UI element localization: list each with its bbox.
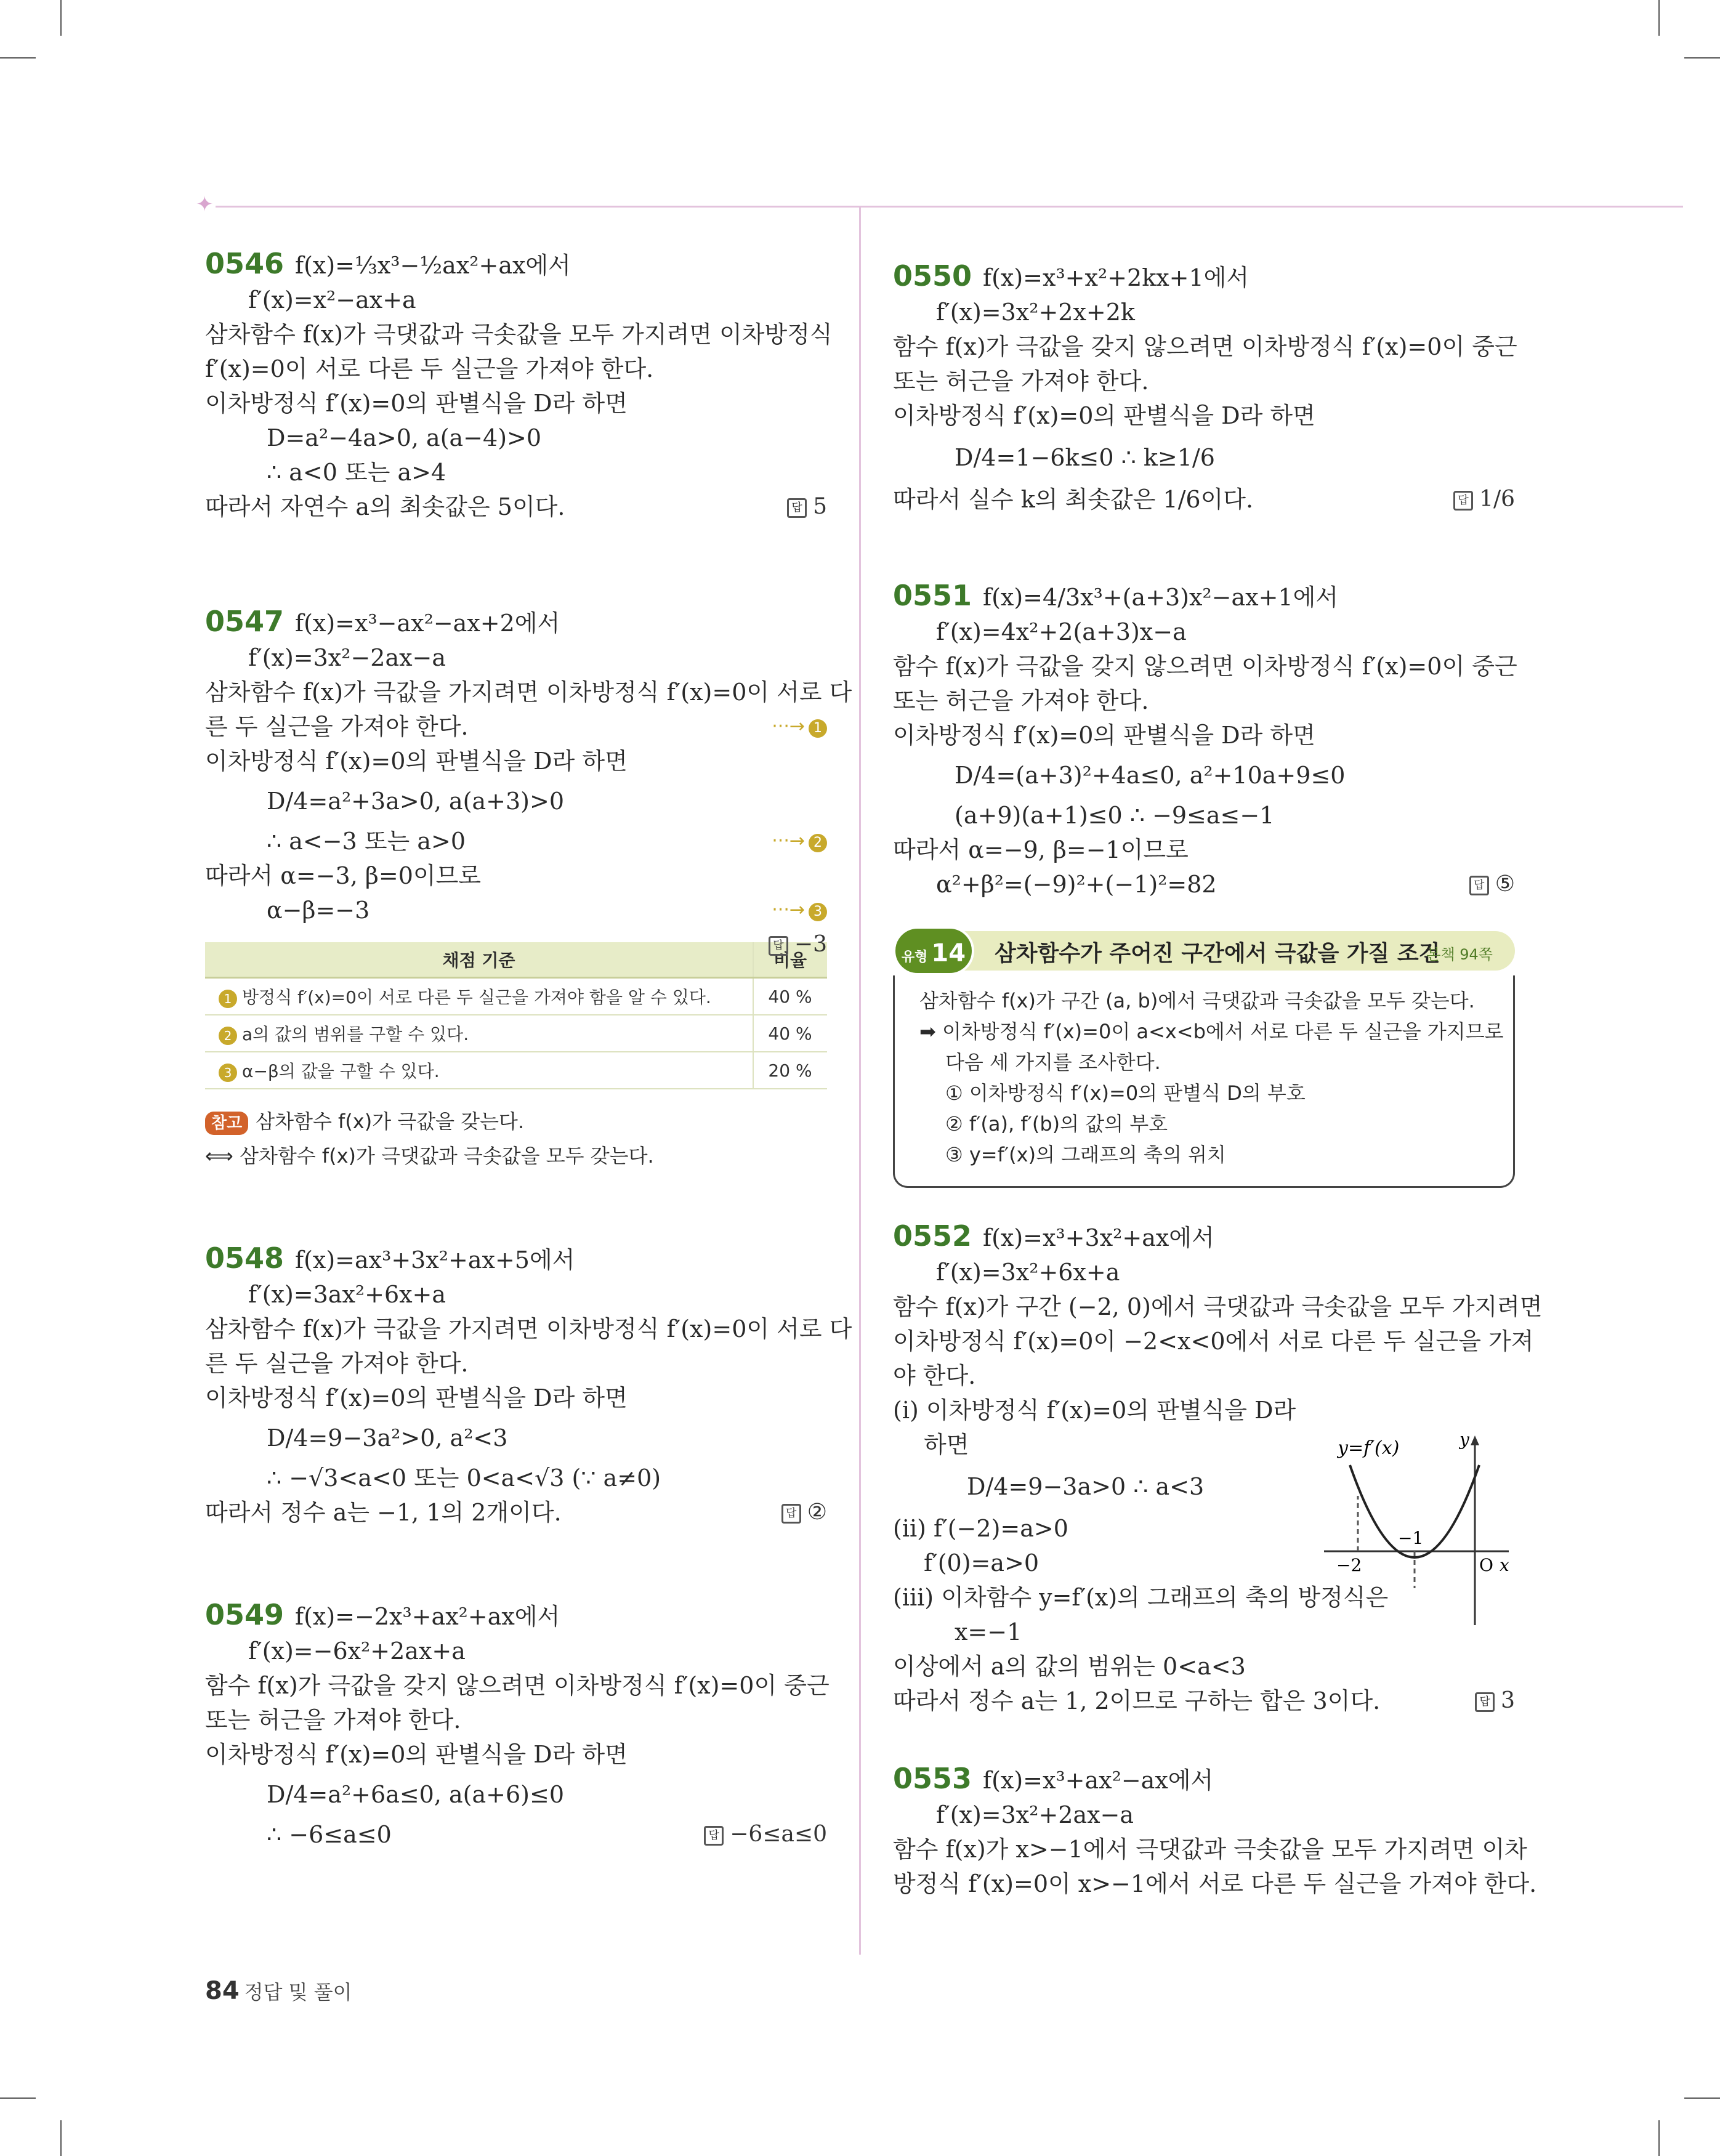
solution-line: (ii) f′(−2)=a>0: [893, 1515, 1068, 1542]
crop-mark: [0, 2097, 36, 2099]
solution-line: f′(x)=−6x²+2ax+a: [248, 1637, 466, 1665]
solution-line: 또는 허근을 가져야 한다.: [205, 1706, 461, 1734]
solution-line: 이차방정식 f′(x)=0의 판별식을 D라 하면: [205, 748, 628, 775]
crop-mark: [1658, 2120, 1660, 2156]
solution-line: 이차방정식 f′(x)=0의 판별식을 D라 하면: [205, 1741, 628, 1768]
step-marker: ···→ 3: [772, 893, 827, 927]
answer-icon: 답: [1469, 876, 1489, 895]
origin-label: O: [1479, 1555, 1493, 1575]
crop-mark: [1658, 0, 1660, 36]
solution-line: 함수 f(x)가 x>−1에서 극댓값과 극솟값을 모두 가지려면 이차: [893, 1836, 1527, 1863]
type-badge: 유형 14: [893, 926, 974, 975]
crop-mark: [0, 57, 36, 59]
solution-line: 삼차함수 f(x)가 극값을 가지려면 이차방정식 f′(x)=0이 서로 다: [205, 1315, 852, 1342]
problem-0549: 0549 f(x)=−2x³+ax²+ax에서 f′(x)=−6x²+2ax+a 함수 f(x)가 극값을 갖지 않으려면 이차방정식 f′(x)=0이 중근 또는 허근을 가져야 한다. 이차방정식 f′(x)=0의 판별식을 D라 하면 D/4=a²+6a≤0, a(a+6)≤0 ∴ −6≤a≤0 답 −6≤a≤0: [205, 1597, 827, 1852]
crop-mark: [1684, 57, 1720, 59]
ratio-header: 비율: [753, 942, 827, 978]
solution-line: 른 두 실근을 가져야 한다.: [205, 1350, 469, 1377]
crop-mark: [1684, 2097, 1720, 2099]
solution-line: α²+β²=(−9)²+(−1)²=82: [936, 871, 1217, 898]
table-row: 3 α−β의 값을 구할 수 있다. 20 %: [205, 1052, 827, 1089]
type-title: 삼차함수가 주어진 구간에서 극값을 가질 조건: [995, 941, 1440, 966]
solution-line: 함수 f(x)가 극값을 갖지 않으려면 이차방정식 f′(x)=0이 중근: [205, 1672, 830, 1699]
solution-line: 하면: [924, 1431, 969, 1458]
solution-line: 른 두 실근을 가져야 한다.: [205, 713, 469, 740]
answer-mark: 답 −3: [769, 927, 827, 962]
solution-line: 삼차함수 f(x)가 극값을 가지려면 이차방정식 f′(x)=0이 서로 다: [205, 679, 852, 706]
problem-number: 0552: [893, 1219, 972, 1253]
header-star-icon: ✦: [196, 192, 214, 217]
answer-mark: 답 5: [787, 490, 827, 524]
solution-line: f′(x)=3ax²+6x+a: [248, 1281, 446, 1308]
solution-line: f′(x)=3x²+2ax−a: [936, 1801, 1134, 1828]
table-row: 1 방정식 f′(x)=0이 서로 다른 두 실근을 가져야 함을 알 수 있다. 40 %: [205, 978, 827, 1015]
crop-mark: [60, 0, 62, 36]
solution-line: 이차방정식 f′(x)=0의 판별식을 D라 하면: [893, 722, 1315, 749]
right-column: [893, 259, 1543, 1901]
problem-number: 0553: [893, 1762, 972, 1795]
x-label: x: [1500, 1555, 1509, 1575]
solution-line: 삼차함수 f(x)가 극댓값과 극솟값을 모두 가지려면 이차방정식: [205, 321, 833, 348]
solution-line: f′(x)=3x²+6x+a: [936, 1259, 1120, 1286]
answer-mark: 답 −6≤a≤0: [704, 1817, 827, 1852]
problem-0548: 0548 f(x)=ax³+3x²+ax+5에서 f′(x)=3ax²+6x+a 삼차함수 f(x)가 극값을 가지려면 이차방정식 f′(x)=0이 서로 다 른 두 실근을 가져야 한다. 이차방정식 f′(x)=0의 판별식을 D라 하면 D/4=9−3a²>0, a²<3 ∴ −√3<a<0 또는 0<a<√3 (∵ a≠0) 따라서 정수 a는 −1, 1의 2개이다. 답 ②: [205, 1241, 827, 1530]
type-banner: [893, 926, 1515, 975]
solution-line: D=a²−4a>0, a(a−4)>0: [267, 424, 542, 451]
solution-line: 따라서 α=−9, β=−1이므로: [893, 836, 1189, 863]
crop-mark: [60, 2120, 62, 2156]
solution-line: f′(x)=4x²+2(a+3)x−a: [936, 618, 1187, 645]
problem-number: 0546: [205, 247, 285, 280]
solution-line: (a+9)(a+1)≤0 ∴ −9≤a≤−1: [955, 802, 1275, 829]
parabola-graph: [1324, 1428, 1515, 1625]
problem-number: 0551: [893, 579, 972, 612]
answer-icon: 답: [781, 1504, 801, 1524]
problem-0546: 0546 f(x)=⅓x³−½ax²+ax에서 f′(x)=x²−ax+a 삼차함수 f(x)가 극댓값과 극솟값을 모두 가지려면 이차방정식 f′(x)=0이 서로 다른 두 실근을 가져야 한다. 이차방정식 f′(x)=0의 판별식을 D라 하면 D=a²−4a>0, a(a−4)>0 ∴ a<0 또는 a>4 따라서 자연수 a의 최솟값은 5이다. 답 5: [205, 246, 827, 524]
solution-line: ∴ a<0 또는 a>4: [267, 459, 446, 486]
solution-line: 따라서 실수 k의 최솟값은 1/6이다.: [893, 486, 1254, 513]
answer-mark: 답 3: [1475, 1684, 1515, 1718]
solution-line: f′(x)=3x²−2ax−a: [248, 644, 446, 671]
solution-line: 야 한다.: [893, 1362, 976, 1389]
reference-tag: 참고: [205, 1112, 248, 1135]
solution-line: f′(x)=x²−ax+a: [248, 286, 416, 313]
problem-0551: 0551 f(x)=4/3x³+(a+3)x²−ax+1에서 f′(x)=4x²+2(a+3)x−a 함수 f(x)가 극값을 갖지 않으려면 이차방정식 f′(x)=0이 중근 또는 허근을 가져야 한다. 이차방정식 f′(x)=0의 판별식을 D라 하면 D/4=(a+3)²+4a≤0, a²+10a+9≤0 (a+9)(a+1)≤0 ∴ −9≤a≤−1 따라서 α=−9, β=−1이므로 α²+β²=(−9)²+(−1)²=82 답 ⑤: [893, 578, 1515, 902]
solution-line: f′(x)=3x²+2x+2k: [936, 299, 1135, 326]
step-marker: ···→ 2: [772, 824, 827, 858]
solution-line: 이상에서 a의 값의 범위는 0<a<3: [893, 1653, 1246, 1680]
tick-label-m2: −2: [1336, 1555, 1362, 1575]
tick-label-m1: −1: [1398, 1528, 1424, 1548]
solution-line: 이차방정식 f′(x)=0이 −2<x<0에서 서로 다른 두 실근을 가져: [893, 1328, 1534, 1355]
problem-0547: 0547 f(x)=x³−ax²−ax+2에서 f′(x)=3x²−2ax−a 삼차함수 f(x)가 극값을 가지려면 이차방정식 f′(x)=0이 서로 다 른 두 실근을 가져야 한다. ···→ 1 이차방정식 f′(x)=0의 판별식을 D라 하면 D/4=a²+3a>0, a(a+3)>0 ∴ a<−3 또는 a>0 ···→ 2 따라서 α=−3, β=0이므로 α−β=−3 ···→ 3 답 −3 채점 기준 비율 1 방정식 f′(x)=0이 서로 다른 두 실근을 가져야 함을 알 수 있다. 40 % 2 a의 값의 범위를 구할 수 있다. 40 % 3 α−β의 값을 구할 수 있다. 20 % 참고 삼차함수 f(x)가 극값을 갖는다. ⟺ 삼차함수 f(x)가 극댓값과 극솟값을 모두 갖는다.: [205, 604, 827, 1173]
problem-number: 0549: [205, 1598, 285, 1631]
solution-line: D/4=a²+3a>0, a(a+3)>0: [267, 788, 565, 815]
answer-icon: 답: [704, 1826, 724, 1846]
left-column: [205, 246, 852, 1852]
problem-0553: 0553 f(x)=x³+ax²−ax에서 f′(x)=3x²+2ax−a 함수 f(x)가 x>−1에서 극댓값과 극솟값을 모두 가지려면 이차 방정식 f′(x)=0이 x>−1에서 서로 다른 두 실근을 가져야 한다.: [893, 1761, 1515, 1901]
grading-table: [205, 942, 827, 1089]
answer-icon: 답: [1453, 491, 1473, 511]
solution-line: x=−1: [955, 1618, 1022, 1645]
answer-icon: 답: [769, 936, 788, 956]
solution-line: 함수 f(x)가 극값을 갖지 않으려면 이차방정식 f′(x)=0이 중근: [893, 653, 1517, 680]
solution-line: f′(x)=0이 서로 다른 두 실근을 가져야 한다.: [205, 355, 654, 382]
solution-line: (i) 이차방정식 f′(x)=0의 판별식을 D라: [893, 1397, 1296, 1424]
solution-line: 따라서 정수 a는 1, 2이므로 구하는 합은 3이다.: [893, 1687, 1381, 1714]
problem-number: 0550: [893, 259, 972, 293]
header-rule: [216, 206, 1683, 208]
solution-line: D/4=(a+3)²+4a≤0, a²+10a+9≤0: [955, 762, 1346, 789]
y-label: y: [1460, 1429, 1469, 1450]
problem-0552: 0552 f(x)=x³+3x²+ax에서 f′(x)=3x²+6x+a 함수 f(x)가 구간 (−2, 0)에서 극댓값과 극솟값을 모두 가지려면 이차방정식 f′(x)=0이 −2<x<0에서 서로 다른 두 실근을 가져 야 한다. (i) 이차방정식 f′(x)=0의 판별식을 D라 하면 D/4=9−3a>0 ∴ a<3 (ii) f′(−2)=a>0 f′(0)=a>0 (iii) 이차함수 y=f′(x)의 그래프의 축의 방정식은 x=−1 이상에서 a의 값의 범위는 0<a<3 따라서 정수 a는 1, 2이므로 구하는 합은 3이다. 답 3 y=f′(x) y x O −2 −1: [893, 1219, 1515, 1718]
y-axis-arrow: [1471, 1435, 1479, 1445]
problem-0550: 0550 f(x)=x³+x²+2kx+1에서 f′(x)=3x²+2x+2k 함수 f(x)가 극값을 갖지 않으려면 이차방정식 f′(x)=0이 중근 또는 허근을 가져야 한다. 이차방정식 f′(x)=0의 판별식을 D라 하면 D/4=1−6k≤0 ∴ k≥1/6 따라서 실수 k의 최솟값은 1/6이다. 답 1/6: [893, 259, 1515, 517]
solution-line: 함수 f(x)가 극값을 갖지 않으려면 이차방정식 f′(x)=0이 중근: [893, 333, 1517, 360]
solution-line: ∴ −6≤a≤0: [267, 1821, 392, 1848]
page-footer: [205, 1977, 352, 2005]
footer-label: 정답 및 풀이: [244, 1980, 352, 2004]
solution-line: ∴ a<−3 또는 a>0: [267, 828, 466, 855]
reference-note: 참고 삼차함수 f(x)가 극값을 갖는다. ⟺ 삼차함수 f(x)가 극댓값과 극솟값을 모두 갖는다.: [205, 1110, 654, 1168]
solution-line: 또는 허근을 가져야 한다.: [893, 687, 1149, 714]
answer-mark: 답 ②: [781, 1495, 827, 1530]
solution-line: D/4=9−3a²>0, a²<3: [267, 1424, 508, 1451]
solution-line: 이차방정식 f′(x)=0의 판별식을 D라 하면: [205, 1384, 628, 1411]
solution-line: D/4=9−3a>0 ∴ a<3: [967, 1473, 1205, 1500]
problem-number: 0548: [205, 1242, 285, 1275]
solution-line: (iii) 이차함수 y=f′(x)의 그래프의 축의 방정식은: [893, 1584, 1389, 1611]
type-reference: 본책 94쪽: [1426, 946, 1493, 963]
solution-line: D/4=a²+6a≤0, a(a+6)≤0: [267, 1781, 565, 1808]
solution-line: 이차방정식 f′(x)=0의 판별식을 D라 하면: [205, 390, 628, 417]
solution-line: 따라서 α=−3, β=0이므로: [205, 862, 481, 889]
solution-line: 이차방정식 f′(x)=0의 판별식을 D라 하면: [893, 402, 1315, 429]
answer-mark: 답 1/6: [1453, 482, 1515, 517]
solution-line: 따라서 자연수 a의 최솟값은 5이다.: [205, 493, 565, 520]
solution-line: ∴ −√3<a<0 또는 0<a<√3 (∵ a≠0): [267, 1464, 661, 1492]
page-number: 84: [205, 1977, 240, 2005]
table-row: 2 a의 값의 범위를 구할 수 있다. 40 %: [205, 1015, 827, 1052]
solution-line: 함수 f(x)가 구간 (−2, 0)에서 극댓값과 극솟값을 모두 가지려면: [893, 1293, 1543, 1320]
answer-mark: 답 ⑤: [1469, 867, 1515, 902]
concept-box: 삼차함수 f(x)가 구간 (a, b)에서 극댓값과 극솟값을 모두 갖는다. ➡ 이차방정식 f′(x)=0이 a<x<b에서 서로 다른 두 실근을 가지므로 다음 세 가지를 조사한다. ① 이차방정식 f′(x)=0의 판별식 D의 부호 ② f′(a), f′(b)의 값의 부호 ③ y=f′(x)의 그래프의 축의 위치: [893, 975, 1515, 1188]
solution-line: 따라서 정수 a는 −1, 1의 2개이다.: [205, 1499, 562, 1526]
problem-number: 0547: [205, 605, 285, 638]
solution-line: D/4=1−6k≤0 ∴ k≥1/6: [955, 444, 1215, 471]
solution-line: f′(0)=a>0: [924, 1549, 1040, 1577]
curve-label: y=f′(x): [1338, 1437, 1400, 1459]
grading-header: 채점 기준: [205, 942, 753, 978]
solution-line: 방정식 f′(x)=0이 x>−1에서 서로 다른 두 실근을 가져야 한다.: [893, 1870, 1537, 1897]
solution-line: α−β=−3: [267, 897, 370, 924]
column-divider: [859, 206, 861, 1955]
step-marker: ···→ 1: [772, 709, 827, 744]
answer-icon: 답: [787, 498, 807, 518]
solution-line: 또는 허근을 가져야 한다.: [893, 368, 1149, 395]
answer-icon: 답: [1475, 1692, 1495, 1712]
